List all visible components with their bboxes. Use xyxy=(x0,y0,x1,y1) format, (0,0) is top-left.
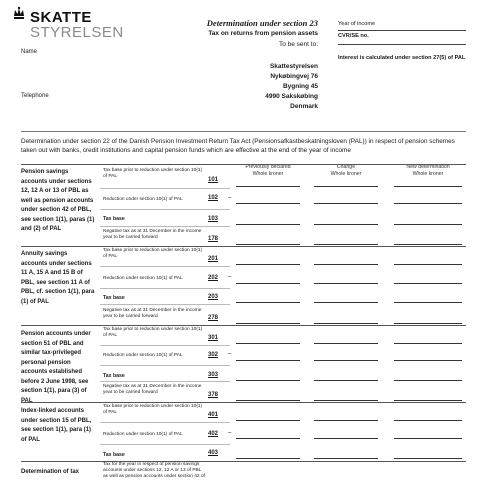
cvr-label: CVR/SE no. xyxy=(338,33,369,39)
section-divider xyxy=(21,246,466,247)
row-label: Reduction under section 10(1) of PAL xyxy=(103,276,183,281)
section-title: Pension accounts under section 51 of PBL and similar tax-privileged personal pension accounts established before 2 June 1998, see section 1(1), para (3) of PAL xyxy=(21,331,91,404)
amount-field[interactable] xyxy=(394,360,462,361)
amount-field[interactable] xyxy=(314,224,378,225)
row-label: Tax base prior to reduction under section 10(1) of PAL xyxy=(103,168,203,179)
amount-field[interactable] xyxy=(394,323,462,324)
amount-field[interactable] xyxy=(314,420,378,421)
telephone-label: Telephone xyxy=(21,93,49,99)
column-heading-previous xyxy=(236,164,300,177)
row-label: Tax base xyxy=(103,452,125,458)
amount-field[interactable] xyxy=(314,458,378,459)
row-code: 178 xyxy=(208,236,219,242)
address-line: 4990 Sakskøbing xyxy=(265,93,318,100)
amount-field[interactable] xyxy=(314,283,378,284)
section-title: Pension savings accounts under sections 12, 12 A or 13 of PBL as well as pension accounts under section 42 of PBL, see section 1(1), paras (1) and (2) of PAL xyxy=(21,169,95,232)
column-heading-line: Whole kroner xyxy=(412,170,444,177)
amount-field[interactable] xyxy=(236,438,300,439)
column-heading-line: Whole kroner xyxy=(330,170,362,177)
amount-field[interactable] xyxy=(394,420,462,421)
row-code: 401 xyxy=(208,412,219,418)
minus-sign: – xyxy=(228,430,232,436)
row-divider xyxy=(100,345,230,346)
logo-text-line2: STYRELSEN xyxy=(30,24,124,41)
row-code: 402 xyxy=(208,431,219,437)
section-title: Annuity savings accounts under sections 11 A, 15 A and 15 B of PBL, see section 11 A of PBL, cf. section 1(1), para (1) of PAL xyxy=(21,251,95,305)
row-label: Reduction under section 10(1) of PAL xyxy=(103,432,183,437)
address-line: Nykøbingvej 76 xyxy=(270,73,318,80)
row-divider xyxy=(100,288,230,289)
minus-sign: – xyxy=(228,195,232,201)
row-label: Reduction under section 10(1) of PAL xyxy=(103,197,183,202)
amount-field[interactable] xyxy=(236,400,300,401)
amount-field[interactable] xyxy=(236,420,300,421)
section-divider xyxy=(21,325,466,326)
address-line: Skattestyrelsen xyxy=(269,63,318,70)
amount-field[interactable] xyxy=(236,323,300,324)
minus-sign: – xyxy=(228,351,232,357)
row-divider xyxy=(100,188,230,189)
amount-field[interactable] xyxy=(236,380,300,381)
section-title: Index-linked accounts under section 15 of PBL, see section 1(1), para (1) of PAL xyxy=(21,408,92,443)
row-code: 303 xyxy=(208,372,219,378)
amount-field[interactable] xyxy=(236,264,300,265)
row-code: 202 xyxy=(208,275,219,281)
column-heading-line: Whole kroner xyxy=(252,170,284,177)
form-title: Determination under section 23 xyxy=(206,18,318,28)
column-heading-line: New determination xyxy=(406,164,450,170)
amount-field[interactable] xyxy=(314,302,378,303)
amount-field[interactable] xyxy=(314,400,378,401)
amount-field[interactable] xyxy=(394,302,462,303)
amount-field[interactable] xyxy=(394,438,462,439)
amount-field[interactable] xyxy=(314,360,378,361)
name-label: Name xyxy=(21,49,38,55)
row-code: 301 xyxy=(208,335,219,341)
amount-field[interactable] xyxy=(314,264,378,265)
row-code: 278 xyxy=(208,315,219,321)
row-divider xyxy=(100,304,230,305)
row-divider xyxy=(100,365,230,366)
logo-text-line1: SKATTE xyxy=(30,9,92,26)
row-label: Tax base prior to reduction under section 10(1) of PAL xyxy=(103,327,203,338)
amount-field[interactable] xyxy=(394,203,462,204)
intro-text: Determination under section 22 of the Danish Pension Investment Return Tax Act (Pensionsafkastbeskatningsloven (PAL)) in respect of pension schemes taken out with banks, credit institutions and capital pension funds which are effective at the end of the year of income xyxy=(21,138,455,154)
section-divider xyxy=(21,461,466,462)
column-heading-change xyxy=(314,164,378,177)
amount-field[interactable] xyxy=(236,360,300,361)
row-code: 378 xyxy=(208,392,219,398)
row-label: Tax base prior to reduction under section 10(1) of PAL xyxy=(103,404,203,415)
row-code: 101 xyxy=(208,177,219,183)
amount-field[interactable] xyxy=(394,380,462,381)
minus-sign: – xyxy=(228,274,232,280)
amount-field[interactable] xyxy=(394,224,462,225)
column-heading-new xyxy=(394,164,462,177)
row-divider xyxy=(100,381,230,382)
amount-field[interactable] xyxy=(314,343,378,344)
amount-field[interactable] xyxy=(394,186,462,187)
form-subtitle: Tax on returns from pension assets xyxy=(208,30,318,37)
sent-to-label: To be sent to: xyxy=(278,41,318,48)
amount-field[interactable] xyxy=(314,203,378,204)
crown-logo-icon xyxy=(12,6,26,32)
row-divider xyxy=(100,444,230,445)
row-label: Reduction under section 10(1) of PAL xyxy=(103,353,183,358)
amount-field[interactable] xyxy=(236,244,300,245)
amount-field[interactable] xyxy=(394,343,462,344)
row-label: Tax base xyxy=(103,295,125,301)
cvr-field[interactable] xyxy=(338,44,466,45)
amount-field[interactable] xyxy=(394,400,462,401)
row-code: 102 xyxy=(208,195,219,201)
amount-field[interactable] xyxy=(236,458,300,459)
recipient-address xyxy=(200,62,318,112)
amount-field[interactable] xyxy=(236,186,300,187)
amount-field[interactable] xyxy=(236,302,300,303)
section-title: Determination of tax xyxy=(21,469,80,475)
row-label: Tax base prior to reduction under section 10(1) of PAL xyxy=(103,248,203,259)
row-label: Negative tax as at 31 December in the income year to be carried forward xyxy=(103,229,202,240)
column-heading-line: Change xyxy=(336,164,356,170)
row-code: 203 xyxy=(208,294,219,300)
row-code: 302 xyxy=(208,352,219,358)
row-code: 403 xyxy=(208,450,219,456)
interest-note: Interest is calculated under section 27(5) of PAL xyxy=(338,55,466,61)
divider xyxy=(21,131,466,132)
row-label: Tax base xyxy=(103,216,125,222)
section-divider xyxy=(21,164,466,165)
row-divider xyxy=(100,226,230,227)
year-field[interactable] xyxy=(338,30,466,31)
year-label: Year of income xyxy=(338,21,376,27)
amount-field[interactable] xyxy=(236,224,300,225)
column-heading-line: Previously declared xyxy=(245,164,291,170)
row-code: 103 xyxy=(208,216,219,222)
amount-field[interactable] xyxy=(394,458,462,459)
row-label: Negative tax as at 31 December in the income year to be carried forward xyxy=(103,308,202,319)
row-divider xyxy=(100,209,230,210)
row-label: Negative tax as at 31 December in the income year to be carried forward xyxy=(103,384,202,395)
section-divider xyxy=(21,402,466,403)
address-line: Bygning 45 xyxy=(282,83,318,90)
amount-field[interactable] xyxy=(314,438,378,439)
amount-field[interactable] xyxy=(314,186,378,187)
row-divider xyxy=(100,266,230,267)
row-divider xyxy=(100,422,230,423)
amount-field[interactable] xyxy=(314,380,378,381)
row-label: Tax base xyxy=(103,373,125,379)
address-line: Denmark xyxy=(290,103,318,110)
amount-field[interactable] xyxy=(236,203,300,204)
row-label: Tax for the year in respect of pension savings accounts under sections 12, 12 A or 13 of PBL as well as pension accounts under section 42 of xyxy=(103,462,205,479)
amount-field[interactable] xyxy=(394,283,462,284)
row-code: 201 xyxy=(208,256,219,262)
amount-field[interactable] xyxy=(236,343,300,344)
amount-field[interactable] xyxy=(236,283,300,284)
amount-field[interactable] xyxy=(394,264,462,265)
amount-field[interactable] xyxy=(314,323,378,324)
amount-field[interactable] xyxy=(394,244,462,245)
amount-field[interactable] xyxy=(314,244,378,245)
